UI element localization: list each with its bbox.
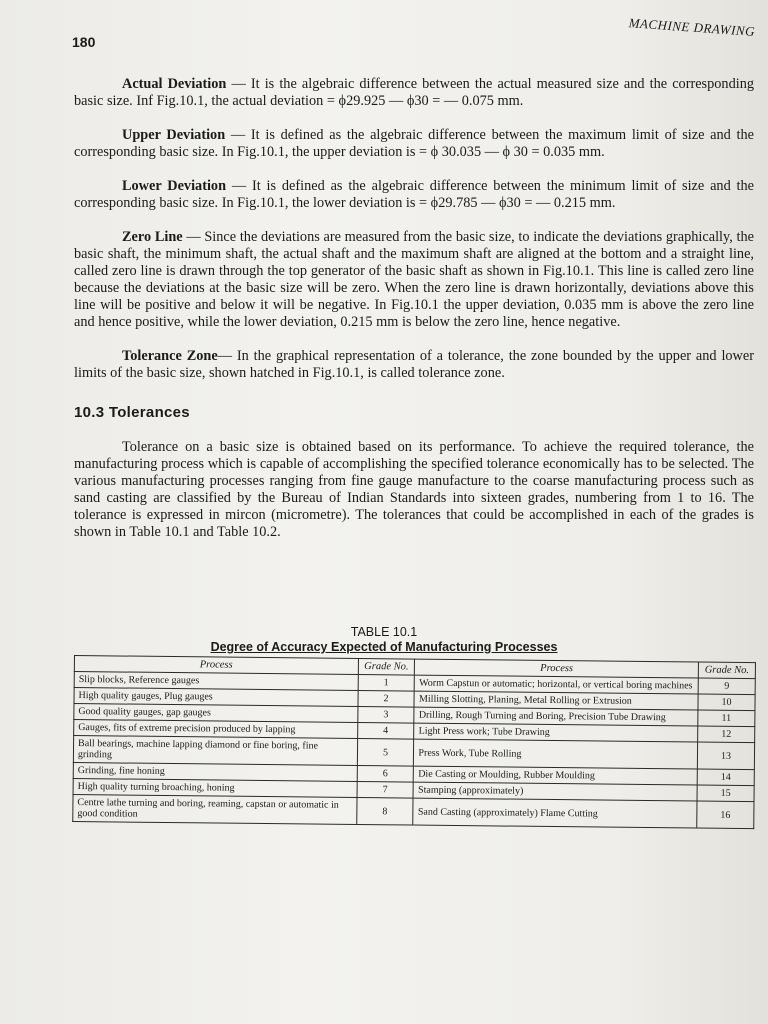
text-upper-deviation: — It is defined as the algebraic difference between the maximum limit of size and the corresponding basic size. In Fig.10.1, the upper deviation is = ϕ 30.035 — ϕ 30 = 0.035 mm. xyxy=(74,127,755,160)
table-row xyxy=(73,794,754,828)
left-grade-cell: 7 xyxy=(357,781,414,798)
paragraph-upper-deviation xyxy=(74,127,754,161)
header-grade-right: Grade No. xyxy=(698,662,755,679)
left-process-cell: Slip blocks, Reference gauges xyxy=(74,672,358,691)
accuracy-table xyxy=(72,655,756,829)
left-process-cell: High quality gauges, Plug gauges xyxy=(74,688,358,707)
right-process-cell: Stamping (approximately) xyxy=(413,782,697,801)
left-process-cell: Gauges, fits of extreme precision produced by lapping xyxy=(74,720,358,739)
left-grade-cell: 6 xyxy=(357,765,414,782)
left-process-cell: High quality turning broaching, honing xyxy=(73,778,357,797)
right-grade-cell: 14 xyxy=(697,769,754,786)
right-process-cell: Worm Capstun or automatic; horizontal, or vertical boring machines xyxy=(415,675,699,694)
term-lower-deviation: Lower Deviation xyxy=(122,178,227,194)
header-process-right: Process xyxy=(415,659,699,678)
right-process-cell: Press Work, Tube Rolling xyxy=(414,739,698,769)
right-grade-cell: 9 xyxy=(698,678,755,695)
left-process-cell: Ball bearings, machine lapping diamond or fine boring, fine grinding xyxy=(73,736,357,766)
right-grade-cell: 13 xyxy=(697,742,754,770)
paragraph-tolerance-zone xyxy=(74,348,754,382)
body-text xyxy=(74,76,754,558)
header-grade-left: Grade No. xyxy=(358,658,415,675)
left-process-cell: Centre lathe turning and boring, reaming, capstan or automatic in good condition xyxy=(73,794,357,824)
paragraph-actual-deviation xyxy=(74,76,754,110)
header-process-left: Process xyxy=(74,656,358,675)
right-process-cell: Die Casting or Moulding, Rubber Moulding xyxy=(414,766,698,785)
term-zero-line: Zero Line xyxy=(122,229,183,245)
text-tolerance-zone: — In the graphical representation of a tolerance, the zone bounded by the upper and lower limits of the basic size, shown hatched in Fig.10.1, is called tolerance zone. xyxy=(74,348,754,381)
term-actual-deviation: Actual Deviation xyxy=(122,76,227,92)
left-grade-cell: 8 xyxy=(356,797,413,825)
paragraph-zero-line xyxy=(74,229,754,331)
section-paragraph: Tolerance on a basic size is obtained based on its performance. To achieve the required tolerance, the manufacturing process which is capable of accomplishing the specified tolerance economically has to be selected. The various manufacturing processes ranging from fine gauge manufacture to the coarse manufacturing process such as sand casting are classified by the Bureau of Indian Standards into sixteen grades, numbering from 1 to 16. The tolerance is expressed in mircon (micrometre). The tolerances that could be accomplished in each of the grades is shown in Table 10.1 and Table 10.2. xyxy=(74,439,754,540)
right-process-cell: Drilling, Rough Turning and Boring, Precision Tube Drawing xyxy=(414,707,698,726)
right-grade-cell: 12 xyxy=(698,726,755,743)
left-grade-cell: 4 xyxy=(357,722,414,739)
page-number: 180 xyxy=(72,34,96,50)
paragraph-lower-deviation xyxy=(74,178,754,212)
text-actual-deviation: — It is the algebraic difference between the actual measured size and the corresponding basic size. Inf Fig.10.1, the actual deviation = ϕ29.925 — ϕ30 = — 0.075 mm. xyxy=(74,76,754,109)
left-process-cell: Good quality gauges, gap gauges xyxy=(74,704,358,723)
right-process-cell: Milling Slotting, Planing, Metal Rolling or Extrusion xyxy=(414,691,698,710)
right-grade-cell: 10 xyxy=(698,694,755,711)
left-grade-cell: 5 xyxy=(357,738,414,766)
term-tolerance-zone: Tolerance Zone xyxy=(122,348,218,364)
text-zero-line: — Since the deviations are measured from the basic size, to indicate the deviations graphically, the basic shaft, the minimum shaft, the actual shaft and the maximum shaft are aligned at the bottom and a straight line, called zero line is drawn through the top generator of the basic shaft as shown in Fig.10.1. This line is called zero line because the deviations at the basic size will be zero. When the zero line is drawn horizontally, deviations above this line will be positive and below it will be negative. In Fig.10.1 the upper deviation, 0.035 mm is above the zero line and hence positive, while the lower deviation, 0.215 mm is below the zero line, hence negative. xyxy=(74,229,754,330)
right-process-cell: Light Press work; Tube Drawing xyxy=(414,723,698,742)
right-grade-cell: 16 xyxy=(697,801,754,829)
text-lower-deviation: — It is defined as the algebraic difference between the minimum limit of size and the corresponding basic size. In Fig.10.1, the lower deviation is = ϕ29.785 — ϕ30 = — 0.215 mm. xyxy=(74,178,755,211)
left-grade-cell: 2 xyxy=(357,690,414,707)
left-process-cell: Grinding, fine honing xyxy=(73,762,357,781)
right-grade-cell: 11 xyxy=(698,710,755,727)
running-head: MACHINE DRAWING xyxy=(628,15,756,39)
left-grade-cell: 3 xyxy=(357,706,414,723)
left-grade-cell: 1 xyxy=(358,674,415,691)
section-heading: 10.3 Tolerances xyxy=(74,404,190,421)
right-grade-cell: 15 xyxy=(697,785,754,802)
table-subtitle: Degree of Accuracy Expected of Manufacturing Processes xyxy=(210,640,558,654)
term-upper-deviation: Upper Deviation xyxy=(122,127,226,143)
right-process-cell: Sand Casting (approximately) Flame Cutting xyxy=(413,798,697,828)
table-title: TABLE 10.1 xyxy=(350,625,418,639)
